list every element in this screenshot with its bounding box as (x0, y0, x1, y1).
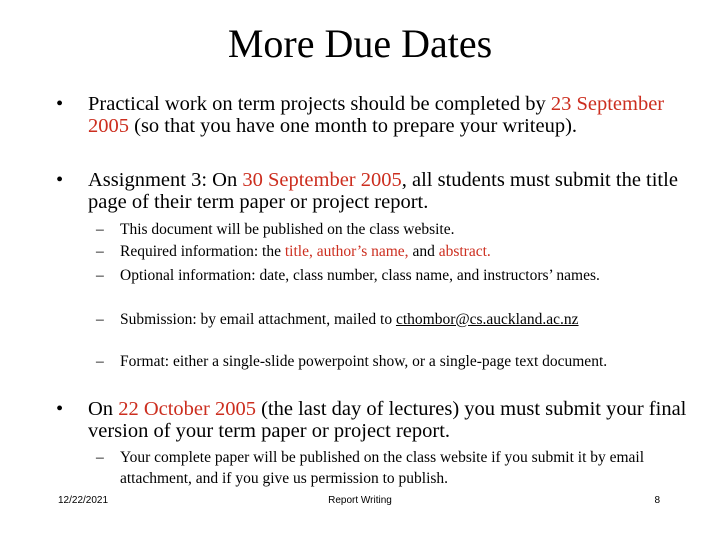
bullet-text: (so that you have one month to prepare your writeup). (129, 115, 578, 137)
email-link[interactable]: cthombor@cs.auckland.ac.nz (395, 311, 579, 328)
footer-title: Report Writing (328, 495, 392, 506)
bullet-text: Practical work on term projects should be completed by (88, 93, 551, 115)
dash-icon: – (96, 267, 104, 284)
bullet-item-final-version (56, 398, 688, 442)
bullet-item-practical-work (56, 93, 688, 137)
due-date-highlight: 30 September 2005 (242, 169, 402, 191)
sub-text: Your complete paper will be published on the class website if you submit it by email attachment, and if you give us permission to publish. (120, 449, 645, 487)
footer-date: 12/22/2021 (58, 495, 109, 506)
sub-item-submission (96, 310, 680, 331)
bullet-text: Assignment 3: On (88, 169, 243, 191)
page-number: 8 (654, 495, 660, 506)
sub-item-complete-paper (96, 448, 680, 489)
sub-text: Required information: the (120, 243, 285, 260)
due-date-highlight: 22 October 2005 (118, 398, 256, 420)
sub-item-format (96, 352, 680, 373)
bullet-item-assignment-3 (56, 169, 688, 213)
bullet-icon: • (56, 398, 64, 420)
bullet-icon: • (56, 93, 64, 115)
bullet-icon: • (56, 169, 64, 191)
page-title: More Due Dates (227, 21, 493, 66)
bullet-text: On (88, 398, 119, 420)
dash-icon: – (96, 221, 104, 238)
sub-text: This document will be published on the class website. (120, 221, 455, 238)
sub-item-required-info (96, 242, 680, 263)
required-fields-highlight: title, author’s name, (284, 243, 409, 260)
dash-icon: – (96, 449, 104, 466)
dash-icon: – (96, 311, 104, 328)
sub-text: and (408, 243, 439, 260)
dash-icon: – (96, 243, 104, 260)
due-date-highlight: 23 September 2005 (88, 93, 665, 137)
sub-text: Submission: by email attachment, mailed to (120, 311, 396, 328)
sub-text: Optional information: date, class number, class name, and instructors’ names. (120, 267, 600, 284)
sub-text: Format: either a single-slide powerpoint show, or a single-page text document. (120, 353, 608, 370)
abstract-highlight: abstract. (438, 243, 491, 260)
sub-item-publish (96, 220, 680, 241)
bullet-text: (the last day of lectures) you must submit your final version of your term paper or project report. (88, 398, 687, 442)
bullet-text: , all students must submit the title page of their term paper or project report. (88, 169, 678, 213)
sub-item-optional-info (96, 266, 680, 287)
dash-icon: – (96, 353, 104, 370)
